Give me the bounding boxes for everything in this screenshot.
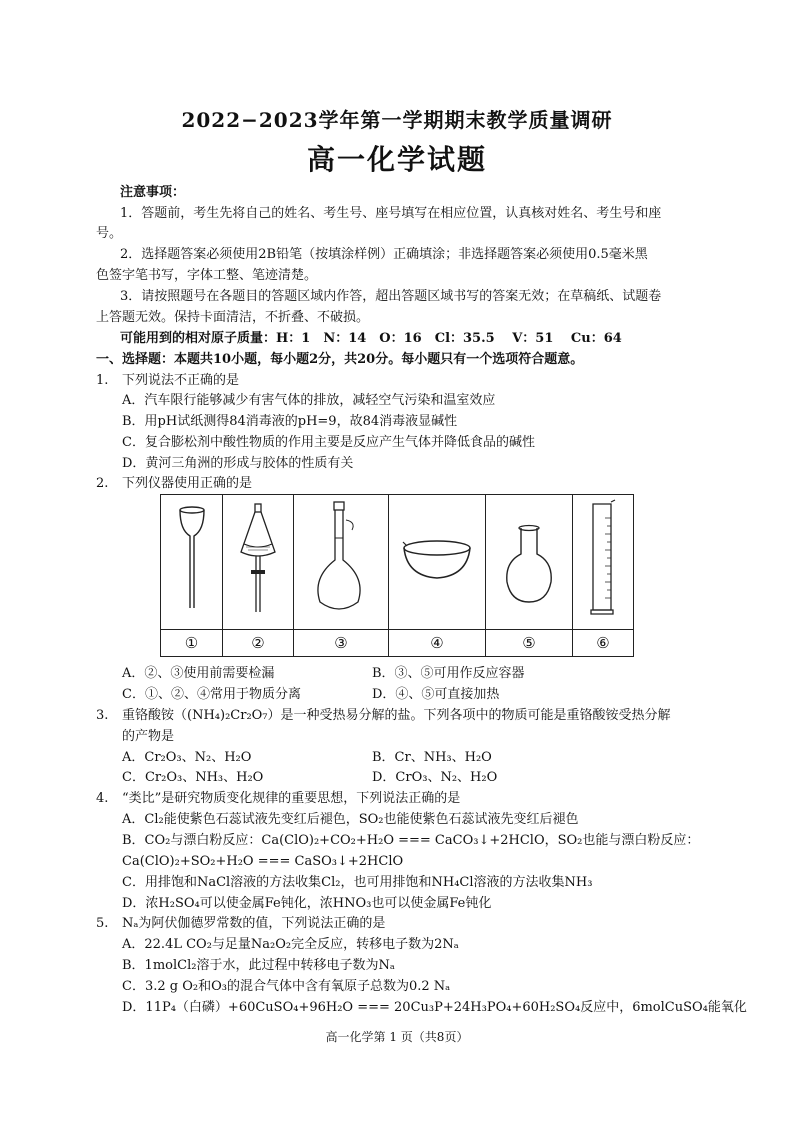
- q4-number: 4.: [96, 791, 109, 806]
- q1-option-d: D．黄河三角洲的形成与胶体的性质有关: [122, 456, 354, 471]
- note-1: 1．答题前，考生先将自己的姓名、考生号、座号填写在相应位置，认真核对姓名、考生号和座: [120, 206, 662, 221]
- separatory-funnel-cell: [223, 495, 294, 630]
- volumetric-flask-cell: [294, 495, 389, 630]
- q1-option-b: B．用pH试纸测得84消毒液的pH=9，故84消毒液显碱性: [122, 414, 458, 429]
- q1-option-a: A．汽车限行能够减少有害气体的排放，减轻空气污染和温室效应: [122, 393, 496, 408]
- q2-option-c: C．①、②、④常用于物质分离: [122, 687, 301, 702]
- page-footer: 高一化学第 1 页（共8页）: [325, 1030, 469, 1044]
- round-flask-cell: [486, 495, 573, 630]
- q2-number: 2.: [96, 476, 109, 491]
- notes-heading: 注意事项：: [120, 185, 186, 200]
- q3-option-a: A．Cr₂O₃、N₂、H₂O: [122, 750, 252, 765]
- long-neck-funnel-icon: [172, 500, 212, 620]
- q5-option-c: C．3.2 g O₂和O₃的混合气体中含有氧原子总数为0.2 Nₐ: [122, 979, 451, 994]
- q5-number: 5.: [96, 916, 109, 931]
- evaporating-dish-cell: [389, 495, 486, 630]
- exam-title: 2022−2023学年第一学期期末教学质量调研: [181, 108, 613, 132]
- measuring-cylinder-cell: [573, 495, 634, 630]
- q5-option-d: D．11P₄（白磷）+60CuSO₄+96H₂O === 20Cu₃P+24H₃PO₄+60H₂SO₄反应中，6molCuSO₄能氧化: [122, 1000, 747, 1015]
- q2-option-d: D．④、⑤可直接加热: [372, 687, 500, 702]
- round-bottom-flask-icon: [497, 498, 561, 622]
- atomic-masses: 可能用到的相对原子质量：H：1 N：14 O：16 Cl：35.5 V：51 Cu：64: [120, 331, 622, 346]
- note-3: 3．请按照题号在各题目的答题区域内作答，超出答题区域书写的答案无效；在草稿纸、试题卷: [120, 289, 662, 304]
- q1-number: 1.: [96, 373, 109, 388]
- q4-option-a: A．Cl₂能使紫色石蕊试液先变红后褪色，SO₂也能使紫色石蕊试液先变红后褪色: [122, 812, 579, 827]
- q4-option-b-cont: Ca(ClO)₂+SO₂+H₂O === CaSO₃↓+2HClO: [122, 854, 404, 869]
- note-2: 2．选择题答案必须使用2B铅笔（按填涂样例）正确填涂；非选择题答案必须使用0.5毫米黑: [120, 247, 648, 262]
- apparatus-label-4: ④: [389, 630, 486, 657]
- volumetric-flask-icon: [306, 498, 376, 622]
- apparatus-label-1: ①: [161, 630, 223, 657]
- q2-option-a: A．②、③使用前需要检漏: [122, 666, 275, 681]
- q5-option-b: B．1molCl₂溶于水，此过程中转移电子数为Nₐ: [122, 958, 395, 973]
- q2-stem: 下列仪器使用正确的是: [122, 476, 253, 491]
- apparatus-table: [160, 494, 634, 657]
- note-2-cont: 色签字笔书写，字体工整、笔迹清楚。: [96, 268, 318, 283]
- q5-option-a: A．22.4L CO₂与足量Na₂O₂完全反应，转移电子数为2Nₐ: [122, 937, 459, 952]
- q3-stem-cont: 的产物是: [122, 729, 175, 744]
- separatory-funnel-icon: [233, 500, 283, 620]
- q1-stem: 下列说法不正确的是: [122, 373, 240, 388]
- exam-subtitle: 高一化学试题: [306, 143, 487, 176]
- q2-option-b: B．③、⑤可用作反应容器: [372, 666, 525, 681]
- q3-option-b: B．Cr、NH₃、H₂O: [372, 750, 492, 765]
- apparatus-label-6: ⑥: [573, 630, 634, 657]
- q4-option-d: D．浓H₂SO₄可以使金属Fe钝化，浓HNO₃也可以使金属Fe钝化: [122, 896, 492, 911]
- q4-option-c: C．用排饱和NaCl溶液的方法收集Cl₂，也可用排饱和NH₄Cl溶液的方法收集NH₃: [122, 875, 593, 890]
- graduated-cylinder-icon: [583, 498, 623, 622]
- q3-stem: 重铬酸铵（(NH₄)₂Cr₂O₇）是一种受热易分解的盐。下列各项中的物质可能是重铬酸铵受热分解: [122, 708, 671, 723]
- evaporating-dish-icon: [399, 530, 475, 590]
- q1-option-c: C．复合膨松剂中酸性物质的作用主要是反应产生气体并降低食品的碱性: [122, 435, 535, 450]
- note-1-cont: 号。: [96, 226, 123, 241]
- q5-stem: Nₐ为阿伏伽德罗常数的值，下列说法正确的是: [122, 916, 386, 931]
- apparatus-label-3: ③: [294, 630, 389, 657]
- funnel-cell: [161, 495, 223, 630]
- note-3-cont: 上答题无效。保持卡面清洁，不折叠、不破损。: [96, 310, 370, 325]
- section-heading: 一、选择题：本题共10小题，每小题2分，共20分。每小题只有一个选项符合题意。: [96, 352, 584, 367]
- apparatus-label-2: ②: [223, 630, 294, 657]
- q4-stem: “类比”是研究物质变化规律的重要思想，下列说法正确的是: [122, 791, 461, 806]
- apparatus-label-5: ⑤: [486, 630, 573, 657]
- q3-number: 3.: [96, 708, 109, 723]
- q4-option-b: B．CO₂与漂白粉反应：Ca(ClO)₂+CO₂+H₂O === CaCO₃↓+2HClO，SO₂也能与漂白粉反应：: [122, 833, 700, 848]
- q3-option-c: C．Cr₂O₃、NH₃、H₂O: [122, 770, 264, 785]
- q3-option-d: D．CrO₃、N₂、H₂O: [372, 770, 498, 785]
